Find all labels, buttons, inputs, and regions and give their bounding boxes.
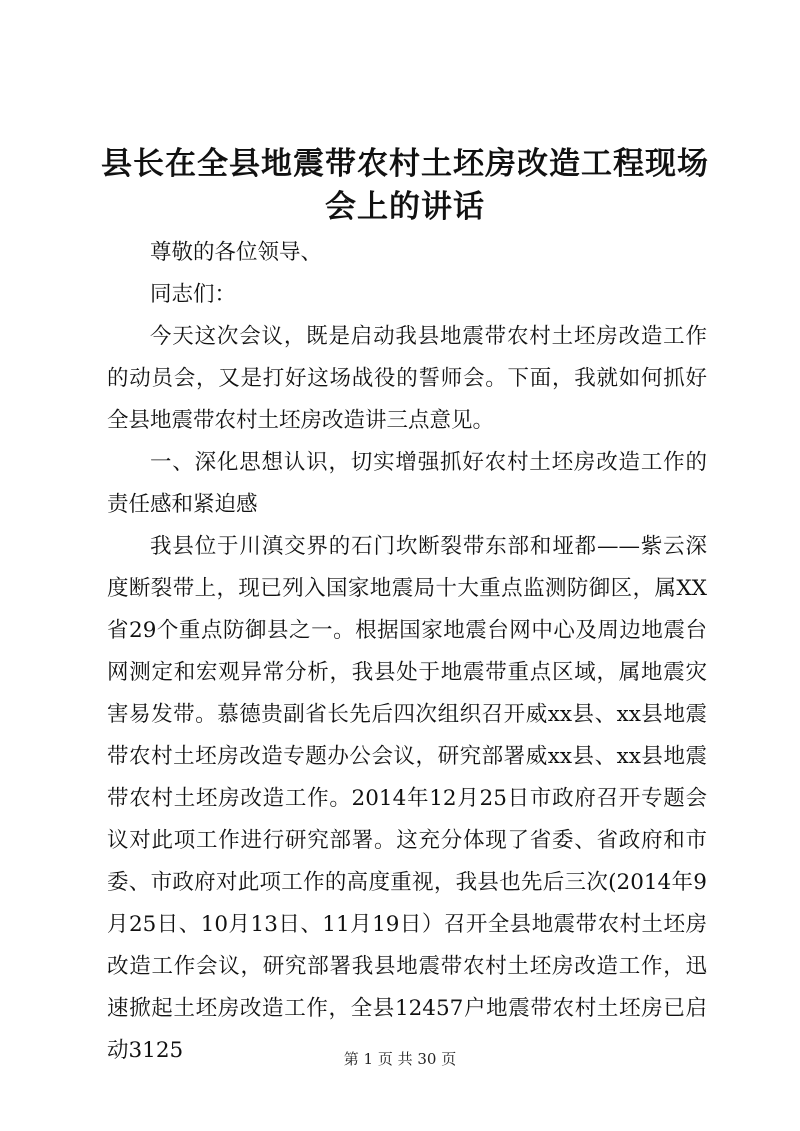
salutation-line-2: 同志们： <box>150 282 237 307</box>
page-footer: 第 1 页 共 30 页 <box>343 1050 457 1068</box>
document-body <box>107 232 707 1072</box>
intro-paragraph: 今天这次会议，既是启动我县地震带农村土坯房改造工作的动员会，又是打好这场战役的誓师会。下面，我就如何抓好全县地震带农村土坯房改造讲三点意见。 <box>107 324 707 433</box>
body-paragraph: 我县位于川滇交界的石门坎断裂带东部和垭都——紫云深度断裂带上，现已列入国家地震局十大重点监测防御区，属XX省29个重点防御县之一。根据国家地震台网中心及周边地震台网测定和宏观异常分析，我县处于地震带重点区域，属地震灾害易发带。慕德贵副省长先后四次组织召开威xx县、xx县地震带农村土坯房改造专题办公会议，研究部署威xx县、xx县地震带农村土坯房改造工作。2014年12月25日市政府召开专题会议对此项工作进行研究部署。这充分体现了省委、省政府和市委、市政府对此项工作的高度重视，我县也先后三次(2014年9月25日、10月13日、11月19日）召开全县地震带农村土坯房改造工作会议，研究部署我县地震带农村土坯房改造工作，迅速掀起土坯房改造工作，全县12457户地震带农村土坯房已启动3125 <box>107 534 707 1063</box>
section-heading-1: 一、深化思想认识，切实增强抓好农村土坯房改造工作的责任感和紧迫感 <box>107 450 707 517</box>
document-title: 县长在全县地震带农村土坯房改造工程现场会上的讲话 <box>101 146 709 225</box>
salutation-line-1: 尊敬的各位领导、 <box>150 240 323 265</box>
